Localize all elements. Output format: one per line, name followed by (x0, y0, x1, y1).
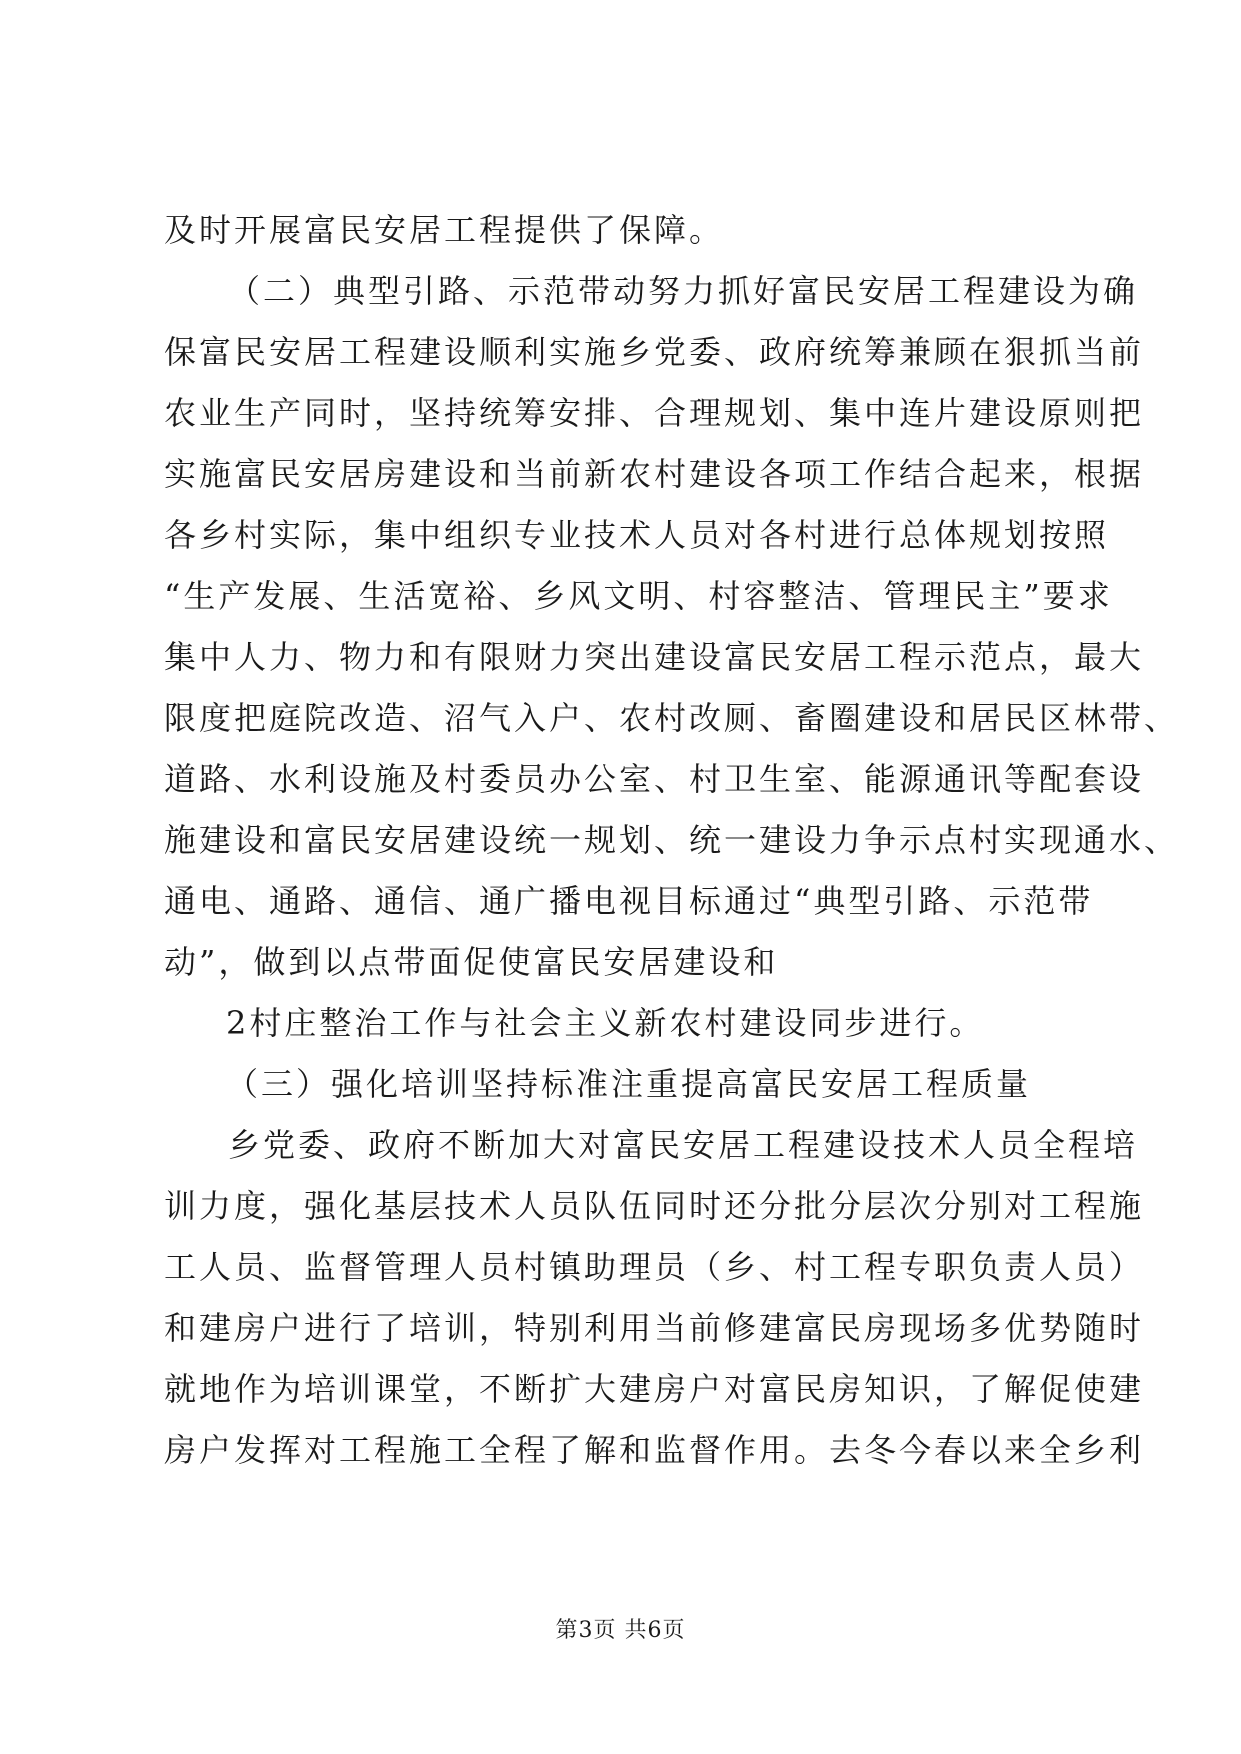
text-line: 就地作为培训课堂，不断扩大建房户对富民房知识，了解促使建 (164, 1370, 1145, 1408)
text-line: 通电、通路、通信、通广播电视目标通过“典型引路、示范带 (164, 882, 1094, 920)
text-line: 和建房户进行了培训，特别利用当前修建富民房现场多优势随时 (164, 1309, 1145, 1347)
text-line: 保富民安居工程建设顺利实施乡党委、政府统筹兼顾在狠抓当前 (164, 333, 1145, 371)
text-line: 动”，做到以点带面促使富民安居建设和 (164, 943, 779, 981)
text-line: 农业生产同时，坚持统筹安排、合理规划、集中连片建设原则把 (164, 394, 1145, 432)
body-text (164, 200, 1180, 1481)
text-line: 集中人力、物力和有限财力突出建设富民安居工程示范点，最大 (164, 638, 1145, 676)
section-heading-three: （三）强化培训坚持标准注重提高富民安居工程质量 (226, 1065, 1032, 1103)
text-line: 及时开展富民安居工程提供了保障。 (164, 211, 725, 249)
text-line: 乡党委、政府不断加大对富民安居工程建设技术人员全程培 (228, 1126, 1139, 1164)
text-line: “生产发展、生活宽裕、乡风文明、村容整洁、管理民主”要求 (164, 577, 1113, 615)
text-line: 施建设和富民安居建设统一规划、统一建设力争示点村实现通水、 (164, 821, 1180, 859)
text-line: 工人员、监督管理人员村镇助理员（乡、村工程专职负责人员） (164, 1248, 1145, 1286)
text-line: 限度把庭院改造、沼气入户、农村改厕、畜圈建设和居民区林带、 (164, 699, 1180, 737)
page-number-footer: 第3页 共6页 (555, 1618, 686, 1643)
text-line: 房户发挥对工程施工全程了解和监督作用。去冬今春以来全乡利 (164, 1431, 1145, 1469)
text-line: 训力度，强化基层技术人员队伍同时还分批分层次分别对工程施 (164, 1187, 1145, 1225)
text-line: 2村庄整治工作与社会主义新农村建设同步进行。 (226, 1004, 985, 1042)
section-heading-two: （二）典型引路、示范带动努力抓好富民安居工程建设为确 (228, 272, 1139, 310)
text-line: 实施富民安居房建设和当前新农村建设各项工作结合起来，根据 (164, 455, 1145, 493)
text-line: 各乡村实际，集中组织专业技术人员对各村进行总体规划按照 (164, 516, 1110, 554)
text-line: 道路、水利设施及村委员办公室、村卫生室、能源通讯等配套设 (164, 760, 1145, 798)
